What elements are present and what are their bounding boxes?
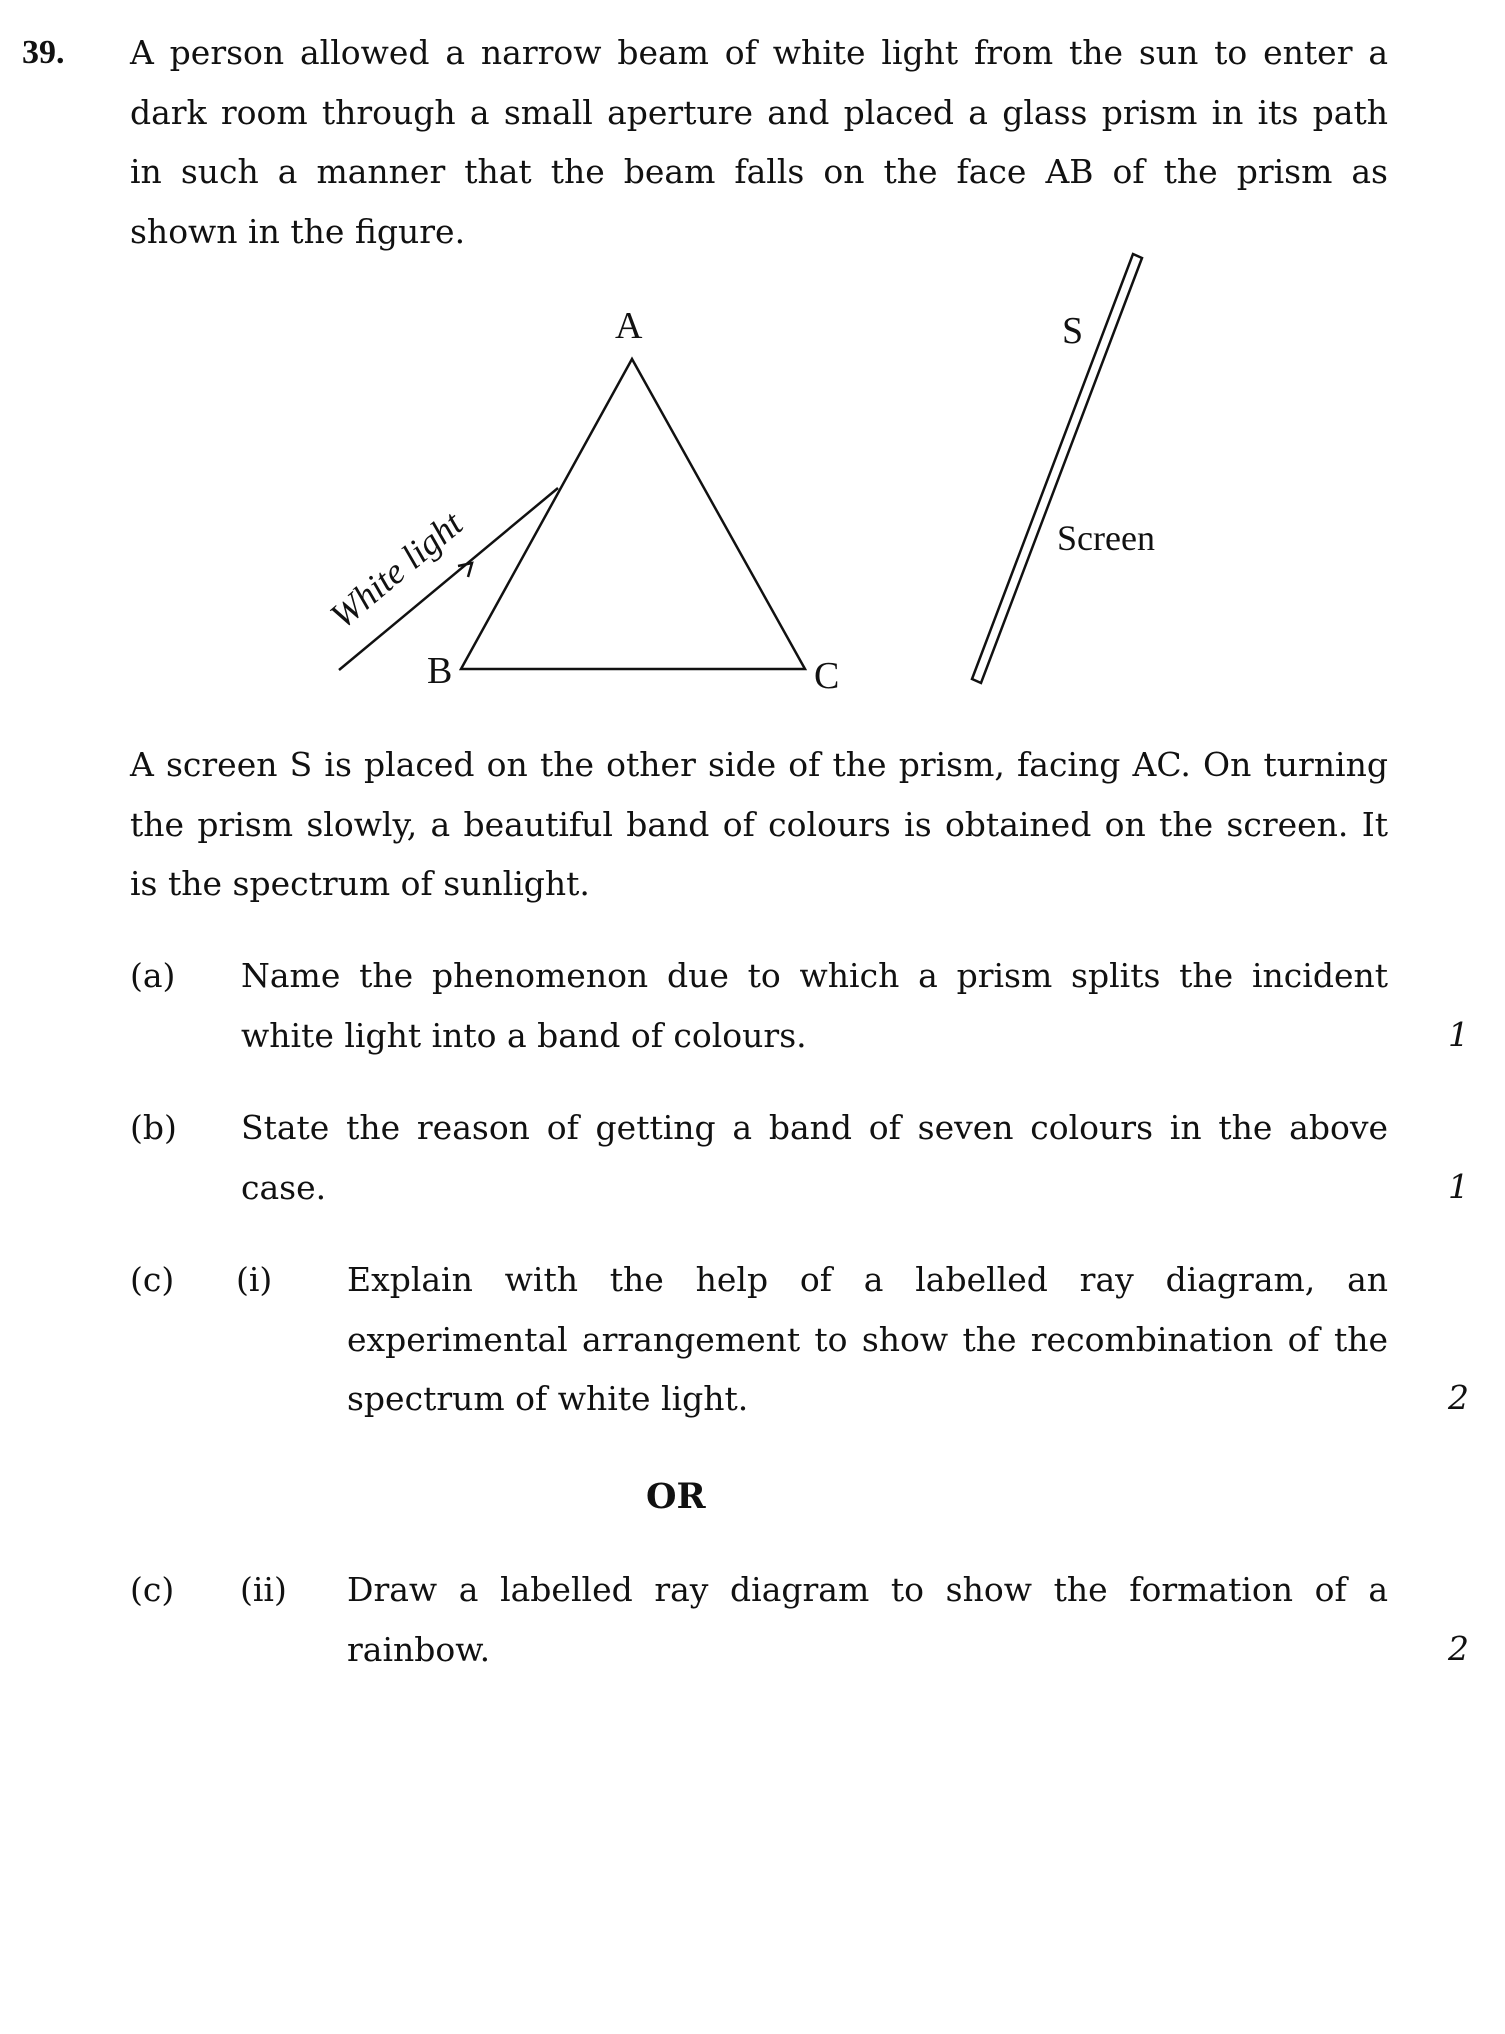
part-c1-marks: 2	[1448, 1378, 1469, 1417]
white-light-label: White light	[322, 503, 470, 637]
para-line: A screen S is placed on the other side of the prism, facing AC. On turning	[130, 745, 1388, 784]
paragraph-2	[130, 735, 1388, 914]
part-b-text	[241, 1098, 1388, 1217]
screen-letter-label: S	[1062, 310, 1084, 352]
part-line: Name the phenomenon due to which a prism splits the incident	[241, 956, 1388, 995]
part-line: Draw a labelled ray diagram to show the formation of a	[347, 1570, 1388, 1609]
part-c1-text	[347, 1250, 1388, 1429]
part-c2-label: (c)	[130, 1570, 175, 1609]
part-line: white light into a band of colours.	[241, 1015, 807, 1055]
vertex-b-label: B	[427, 650, 453, 692]
part-c2-text	[347, 1560, 1388, 1679]
part-c1-label: (c)	[130, 1260, 175, 1299]
prism-triangle	[461, 359, 805, 669]
part-line: case.	[241, 1167, 327, 1207]
part-a-marks: 1	[1448, 1015, 1469, 1054]
vertex-a-label: A	[615, 305, 643, 347]
para-line: the prism slowly, a beautiful band of colours is obtained on the screen. It	[130, 804, 1388, 844]
part-line: rainbow.	[347, 1629, 491, 1669]
part-b-label: (b)	[130, 1108, 177, 1147]
vertex-c-label: C	[814, 655, 840, 697]
intro-line: A person allowed a narrow beam of white light from the sun to enter a	[130, 33, 1388, 72]
part-c1-sub: (i)	[236, 1260, 273, 1299]
part-a-label: (a)	[130, 956, 176, 995]
intro-line: in such a manner that the beam falls on the face AB of the prism as	[130, 152, 1388, 191]
part-line: spectrum of white light.	[347, 1379, 749, 1418]
intro-line: dark room through a small aperture and placed a glass prism in its path	[130, 92, 1388, 132]
part-line: Explain with the help of a labelled ray diagram, an	[347, 1260, 1388, 1299]
part-line: experimental arrangement to show the recombination of the	[347, 1319, 1388, 1359]
para-line: is the spectrum of sunlight.	[130, 864, 590, 903]
part-b-marks: 1	[1448, 1167, 1469, 1206]
or-separator: OR	[646, 1476, 706, 1517]
part-a-text	[241, 946, 1388, 1065]
part-c2-marks: 2	[1448, 1629, 1469, 1668]
screen	[972, 254, 1142, 683]
part-line: State the reason of getting a band of seven colours in the above	[241, 1108, 1388, 1147]
screen-label: Screen	[1057, 518, 1155, 558]
question-number: 39.	[22, 34, 65, 71]
intro-line: shown in the figure.	[130, 211, 466, 251]
part-c2-sub: (ii)	[240, 1570, 287, 1609]
prism-figure	[0, 0, 1505, 760]
